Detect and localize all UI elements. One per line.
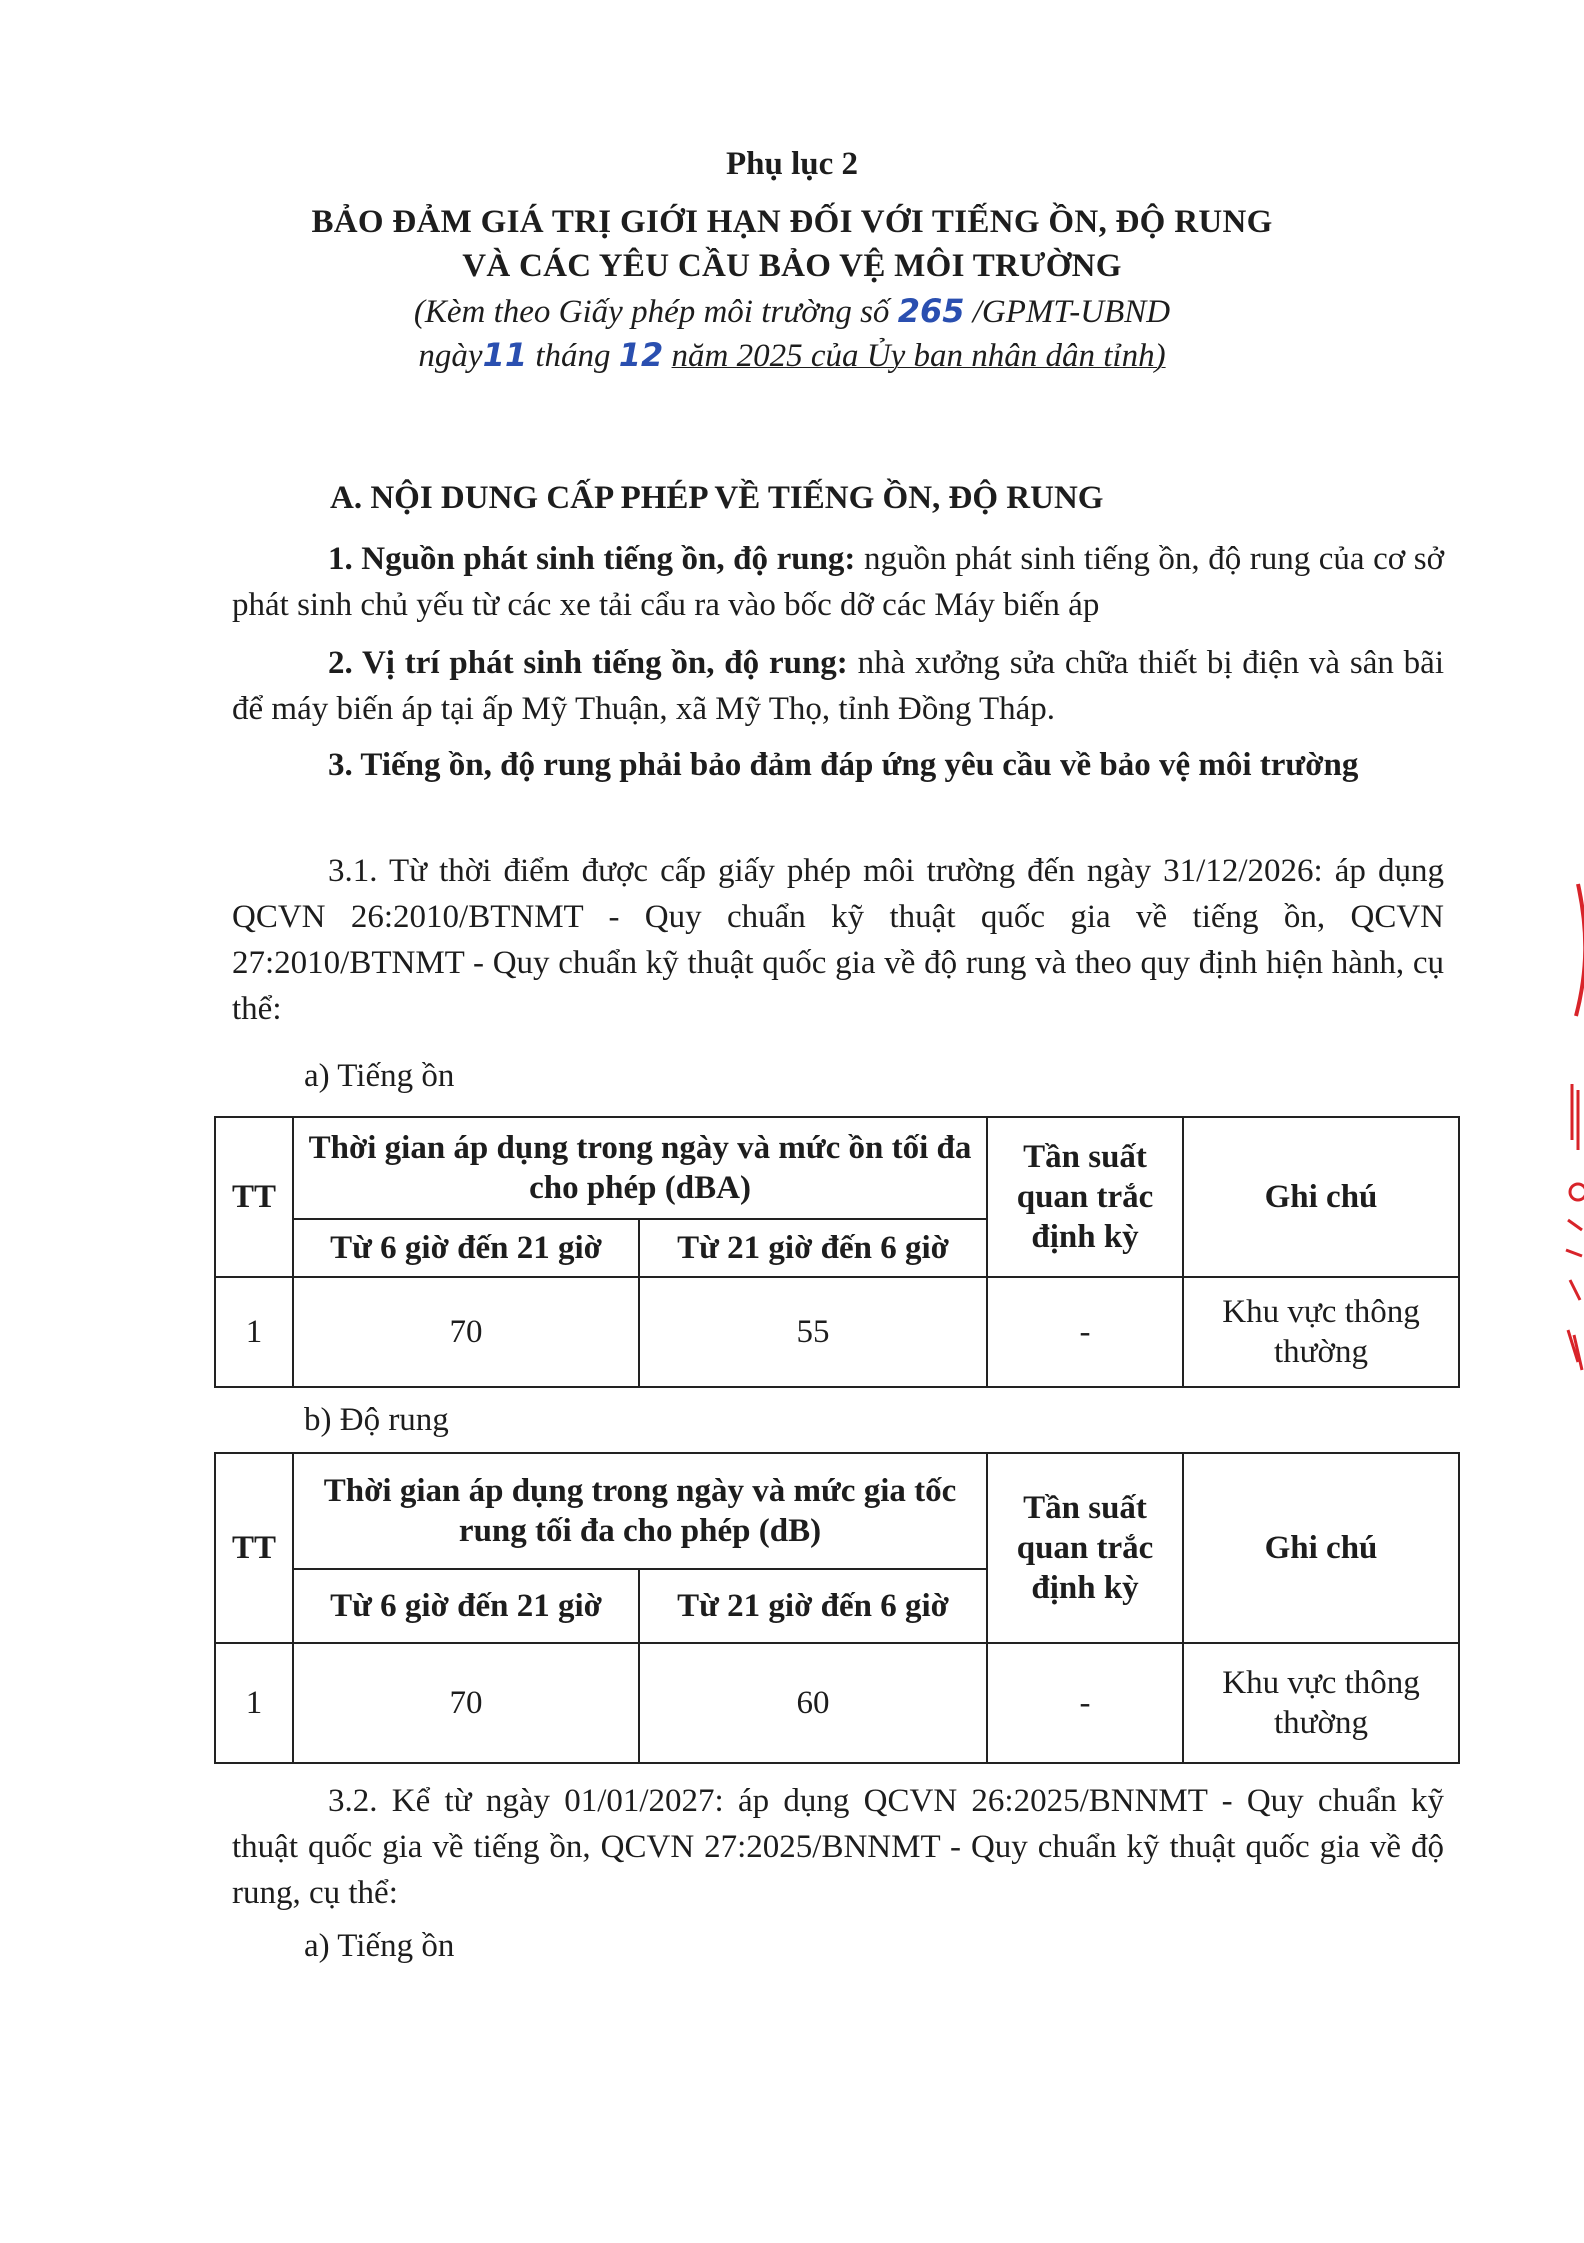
- item-2-label: 2. Vị trí phát sinh tiếng ồn, độ rung:: [328, 645, 848, 681]
- noise-cell-tt: 1: [215, 1277, 293, 1387]
- license-number-handwritten: 265: [897, 292, 965, 330]
- noise-col-day: Từ 6 giờ đến 21 giờ: [293, 1219, 639, 1277]
- noise-col-time: Thời gian áp dụng trong ngày và mức ồn tối đa cho phép (dBA): [293, 1117, 987, 1219]
- noise-label-2: a) Tiếng ồn: [304, 1928, 455, 1964]
- noise-cell-night: 55: [639, 1277, 987, 1387]
- noise-table: [214, 1116, 1460, 1388]
- table-row: [215, 1643, 1459, 1763]
- noise-col-tt: TT: [215, 1117, 293, 1277]
- vibration-col-frequency: Tần suất quan trắc định kỳ: [987, 1453, 1183, 1643]
- item-3-1-paragraph: 3.1. Từ thời điểm được cấp giấy phép môi trường đến ngày 31/12/2026: áp dụng QCVN 26:2010/BTNMT - Quy chuẩn kỹ thuật quốc gia về tiếng ồn, QCVN 27:2010/BTNMT - Quy chuẩn kỹ thuật quốc gia về độ rung và theo quy định hiện hành, cụ thể:: [232, 853, 1444, 1027]
- attachment-prefix: (Kèm theo Giấy phép môi trường số: [413, 294, 890, 330]
- vibration-table: [214, 1452, 1460, 1764]
- date-day-handwritten: 11: [482, 336, 528, 374]
- vibration-col-night: Từ 21 giờ đến 6 giờ: [639, 1569, 987, 1643]
- noise-col-frequency: Tần suất quan trắc định kỳ: [987, 1117, 1183, 1277]
- noise-label: a) Tiếng ồn: [304, 1058, 455, 1094]
- date-suffix: năm 2025 của Ủy ban nhân dân tỉnh): [671, 338, 1166, 374]
- red-seal-fragment: [1558, 1080, 1584, 1380]
- item-1-text: nguồn phát sinh tiếng ồn, độ rung của cơ sở phát sinh chủ yếu từ các xe tải cẩu ra vào bốc dỡ các Máy biến áp: [232, 541, 1445, 623]
- date-month-label: tháng: [535, 338, 611, 374]
- noise-cell-frequency: -: [987, 1277, 1183, 1387]
- item-2-text: nhà xưởng sửa chữa thiết bị điện và sân bãi để máy biến áp tại ấp Mỹ Thuận, xã Mỹ Thọ, tỉnh Đồng Tháp.: [232, 645, 1444, 727]
- date-month-handwritten: 12: [618, 336, 664, 374]
- item-1-paragraph: [232, 536, 1444, 628]
- vibration-col-time: Thời gian áp dụng trong ngày và mức gia tốc rung tối đa cho phép (dB): [293, 1453, 987, 1569]
- vibration-cell-frequency: -: [987, 1643, 1183, 1763]
- item-1-label: 1. Nguồn phát sinh tiếng ồn, độ rung:: [328, 541, 856, 577]
- attachment-line: [0, 292, 1584, 331]
- section-a-title: A. NỘI DUNG CẤP PHÉP VỀ TIẾNG ỒN, ĐỘ RUNG: [330, 480, 1104, 516]
- vibration-cell-tt: 1: [215, 1643, 293, 1763]
- vibration-col-note: Ghi chú: [1183, 1453, 1459, 1643]
- red-seal-edge: [1558, 880, 1584, 1020]
- vibration-label: b) Độ rung: [304, 1402, 449, 1438]
- noise-col-night: Từ 21 giờ đến 6 giờ: [639, 1219, 987, 1277]
- date-day-label: ngày: [418, 338, 483, 374]
- vibration-cell-day: 70: [293, 1643, 639, 1763]
- noise-col-note: Ghi chú: [1183, 1117, 1459, 1277]
- item-3-2-paragraph: 3.2. Kể từ ngày 01/01/2027: áp dụng QCVN 26:2025/BNNMT - Quy chuẩn kỹ thuật quốc gia về tiếng ồn, QCVN 27:2025/BNNMT - Quy chuẩn kỹ thuật quốc gia về độ rung, cụ thể:: [232, 1783, 1444, 1911]
- vibration-cell-night: 60: [639, 1643, 987, 1763]
- heading-line-2: VÀ CÁC YÊU CẦU BẢO VỆ MÔI TRƯỜNG: [462, 248, 1122, 284]
- vibration-col-day: Từ 6 giờ đến 21 giờ: [293, 1569, 639, 1643]
- item-3-heading: 3. Tiếng ồn, độ rung phải bảo đảm đáp ứng yêu cầu về bảo vệ môi trường: [328, 747, 1359, 783]
- item-2-paragraph: [232, 640, 1444, 732]
- vibration-cell-note: Khu vực thông thường: [1183, 1643, 1459, 1763]
- noise-cell-note: Khu vực thông thường: [1183, 1277, 1459, 1387]
- table-row: [215, 1277, 1459, 1387]
- vibration-col-tt: TT: [215, 1453, 293, 1643]
- noise-cell-day: 70: [293, 1277, 639, 1387]
- appendix-title: Phụ lục 2: [725, 146, 859, 182]
- attachment-suffix: /GPMT-UBND: [972, 294, 1171, 330]
- heading-line-1: BẢO ĐẢM GIÁ TRỊ GIỚI HẠN ĐỐI VỚI TIẾNG ỒN, ĐỘ RUNG: [311, 204, 1273, 240]
- date-line: [0, 336, 1584, 375]
